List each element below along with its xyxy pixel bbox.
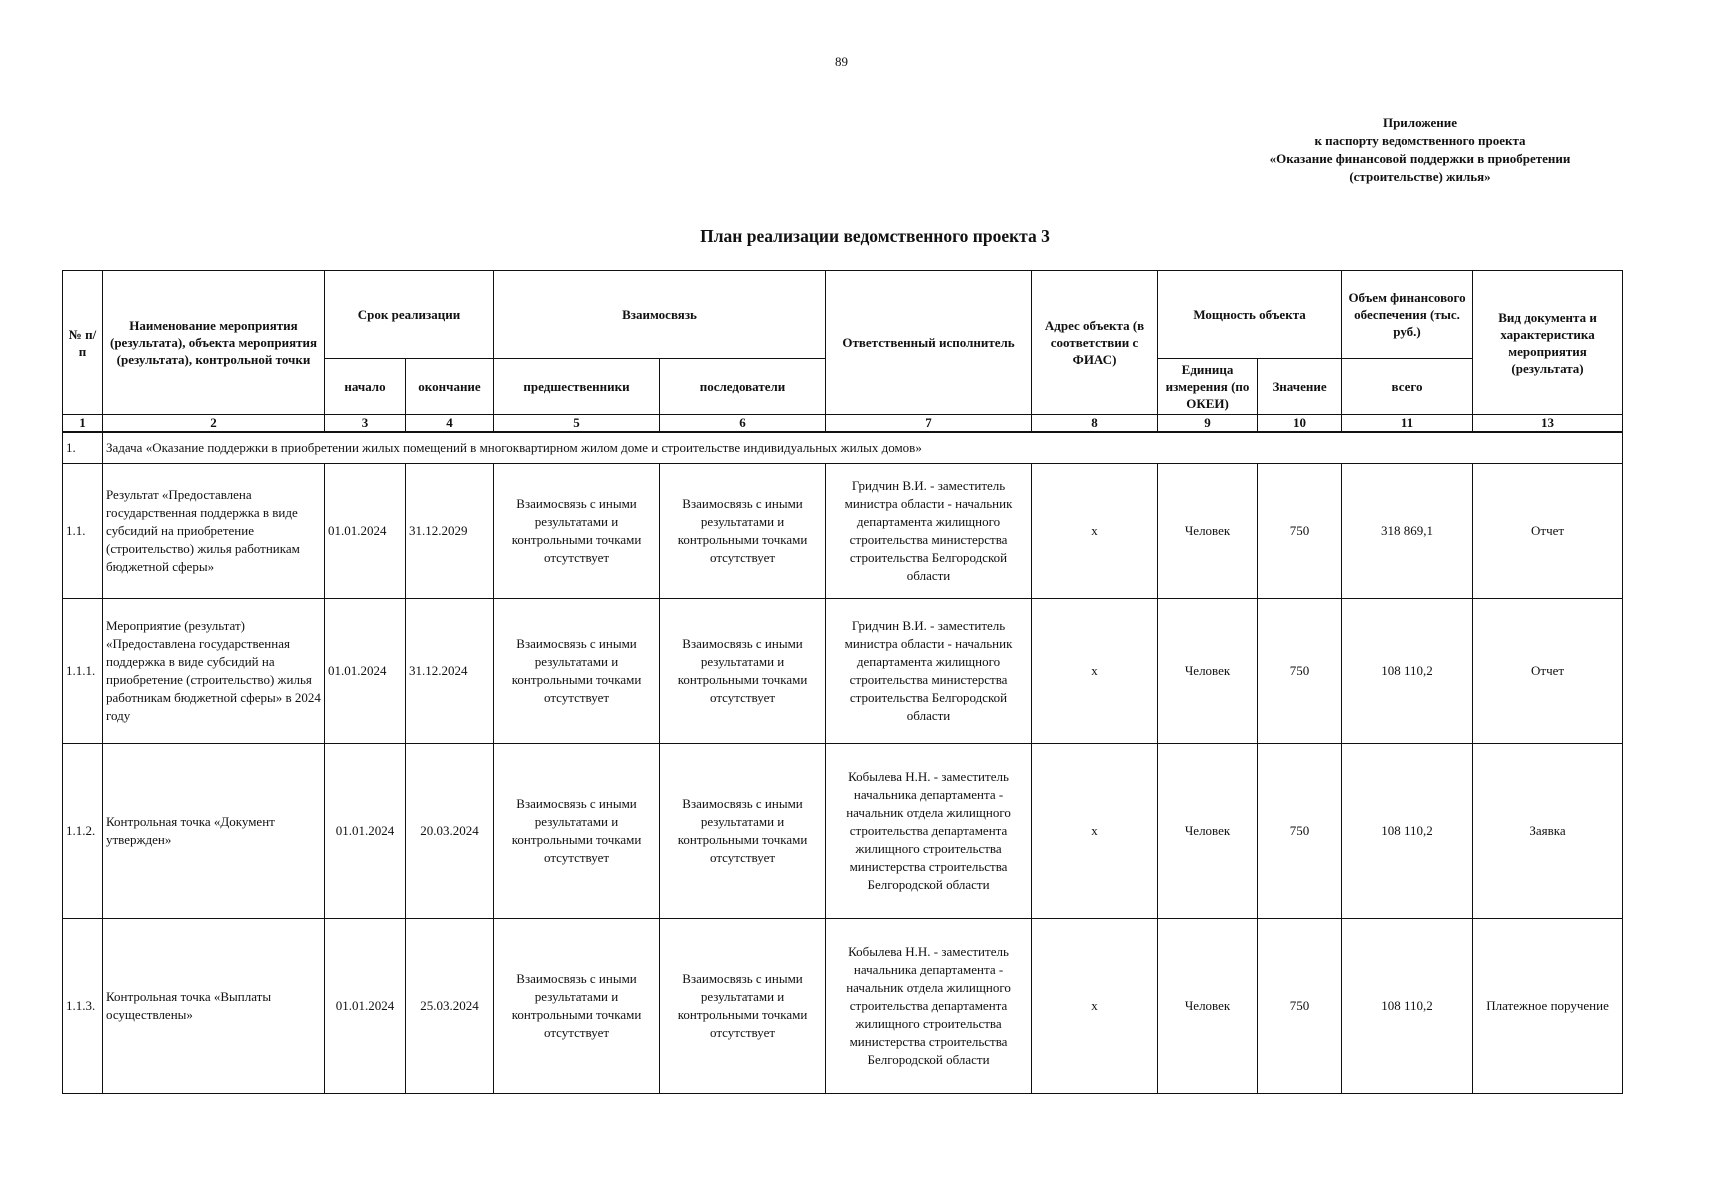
row-end: 31.12.2029 — [406, 464, 494, 599]
column-number: 4 — [406, 415, 494, 432]
row-value: 750 — [1258, 744, 1342, 919]
table-row — [63, 464, 1623, 599]
row-finance: 108 110,2 — [1342, 744, 1473, 919]
row-start: 01.01.2024 — [325, 744, 406, 919]
row-doc: Платежное поручение — [1473, 919, 1623, 1094]
column-number: 8 — [1032, 415, 1158, 432]
row-predecessors: Взаимосвязь с иными результатами и контрольными точками отсутствует — [494, 919, 660, 1094]
row-value: 750 — [1258, 599, 1342, 744]
col-header-value: Значение — [1258, 359, 1342, 415]
row-start: 01.01.2024 — [325, 464, 406, 599]
row-finance: 108 110,2 — [1342, 919, 1473, 1094]
row-name: Результат «Предоставлена государственная поддержка в виде субсидий на приобретение (строительство) жилья работникам бюджетной сферы» — [103, 464, 325, 599]
row-start: 01.01.2024 — [325, 919, 406, 1094]
col-header-responsible: Ответственный исполнитель — [826, 271, 1032, 415]
row-finance: 108 110,2 — [1342, 599, 1473, 744]
column-number: 5 — [494, 415, 660, 432]
table-row — [63, 599, 1623, 744]
column-number: 13 — [1473, 415, 1623, 432]
row-responsible: Гридчин В.И. - заместитель министра области - начальник департамента жилищного строительства министерства строительства Белгородской области — [826, 599, 1032, 744]
col-header-name: Наименование мероприятия (результата), объекта мероприятия (результата), контрольной точки — [103, 271, 325, 415]
appendix-line: «Оказание финансовой поддержки в приобретении — [1269, 151, 1571, 166]
row-name: Контрольная точка «Выплаты осуществлены» — [103, 919, 325, 1094]
col-header-predecessors: предшественники — [494, 359, 660, 415]
header-row — [63, 271, 1623, 359]
row-predecessors: Взаимосвязь с иными результатами и контрольными точками отсутствует — [494, 599, 660, 744]
row-responsible: Гридчин В.И. - заместитель министра области - начальник департамента жилищного строительства министерства строительства Белгородской области — [826, 464, 1032, 599]
column-number: 6 — [660, 415, 826, 432]
page-number: 89 — [835, 54, 848, 69]
row-address: х — [1032, 599, 1158, 744]
col-header-num: № п/п — [63, 271, 103, 415]
column-number: 9 — [1158, 415, 1258, 432]
row-doc: Отчет — [1473, 599, 1623, 744]
row-num: 1.1.3. — [63, 919, 103, 1094]
col-header-end: окончание — [406, 359, 494, 415]
col-header-capacity: Мощность объекта — [1158, 271, 1342, 359]
col-header-unit: Единица измерения (по ОКЕИ) — [1158, 359, 1258, 415]
column-number: 3 — [325, 415, 406, 432]
row-successors: Взаимосвязь с иными результатами и контрольными точками отсутствует — [660, 919, 826, 1094]
row-responsible: Кобылева Н.Н. - заместитель начальника департамента - начальник отдела жилищного строительства департамента жилищного строительства министерства строительства Белгородской области — [826, 919, 1032, 1094]
appendix-header — [1080, 114, 1630, 186]
col-header-doc-type: Вид документа и характеристика мероприятия (результата) — [1473, 271, 1623, 415]
column-number: 2 — [103, 415, 325, 432]
row-address: х — [1032, 919, 1158, 1094]
column-number-row — [63, 415, 1623, 432]
column-number: 7 — [826, 415, 1032, 432]
col-header-successors: последователи — [660, 359, 826, 415]
col-header-start: начало — [325, 359, 406, 415]
row-unit: Человек — [1158, 744, 1258, 919]
row-unit: Человек — [1158, 464, 1258, 599]
row-unit: Человек — [1158, 919, 1258, 1094]
row-doc: Заявка — [1473, 744, 1623, 919]
col-header-relation: Взаимосвязь — [494, 271, 826, 359]
col-header-finance: Объем финансового обеспечения (тыс. руб.) — [1342, 271, 1473, 359]
row-predecessors: Взаимосвязь с иными результатами и контрольными точками отсутствует — [494, 464, 660, 599]
row-responsible: Кобылева Н.Н. - заместитель начальника департамента - начальник отдела жилищного строительства департамента жилищного строительства министерства строительства Белгородской области — [826, 744, 1032, 919]
row-successors: Взаимосвязь с иными результатами и контрольными точками отсутствует — [660, 744, 826, 919]
task-text: Задача «Оказание поддержки в приобретении жилых помещений в многоквартирном жилом доме и строительстве индивидуальных жилых домов» — [103, 432, 1623, 464]
column-number: 10 — [1258, 415, 1342, 432]
column-number: 11 — [1342, 415, 1473, 432]
col-header-address: Адрес объекта (в соответствии с ФИАС) — [1032, 271, 1158, 415]
row-start: 01.01.2024 — [325, 599, 406, 744]
row-name: Мероприятие (результат) «Предоставлена государственная поддержка в виде субсидий на приобретение (строительство) жилья работникам бюджетной сферы» в 2024 году — [103, 599, 325, 744]
row-end: 25.03.2024 — [406, 919, 494, 1094]
row-name: Контрольная точка «Документ утвержден» — [103, 744, 325, 919]
row-end: 20.03.2024 — [406, 744, 494, 919]
row-value: 750 — [1258, 919, 1342, 1094]
row-value: 750 — [1258, 464, 1342, 599]
appendix-line: (строительстве) жилья» — [1349, 169, 1491, 184]
page-title: План реализации ведомственного проекта 3 — [700, 226, 1050, 246]
row-address: х — [1032, 464, 1158, 599]
column-number: 1 — [63, 415, 103, 432]
appendix-line: Приложение — [1382, 115, 1458, 130]
col-header-term: Срок реализации — [325, 271, 494, 359]
table-row — [63, 744, 1623, 919]
plan-table — [62, 270, 1623, 1094]
row-finance: 318 869,1 — [1342, 464, 1473, 599]
appendix-line: к паспорту ведомственного проекта — [1314, 133, 1526, 148]
row-unit: Человек — [1158, 599, 1258, 744]
row-num: 1.1.1. — [63, 599, 103, 744]
row-end: 31.12.2024 — [406, 599, 494, 744]
col-header-finance-total: всего — [1342, 359, 1473, 415]
task-num: 1. — [63, 432, 103, 464]
row-successors: Взаимосвязь с иными результатами и контрольными точками отсутствует — [660, 464, 826, 599]
row-predecessors: Взаимосвязь с иными результатами и контрольными точками отсутствует — [494, 744, 660, 919]
row-address: х — [1032, 744, 1158, 919]
row-successors: Взаимосвязь с иными результатами и контрольными точками отсутствует — [660, 599, 826, 744]
row-num: 1.1.2. — [63, 744, 103, 919]
task-row — [63, 432, 1623, 464]
row-num: 1.1. — [63, 464, 103, 599]
table-row — [63, 919, 1623, 1094]
row-doc: Отчет — [1473, 464, 1623, 599]
